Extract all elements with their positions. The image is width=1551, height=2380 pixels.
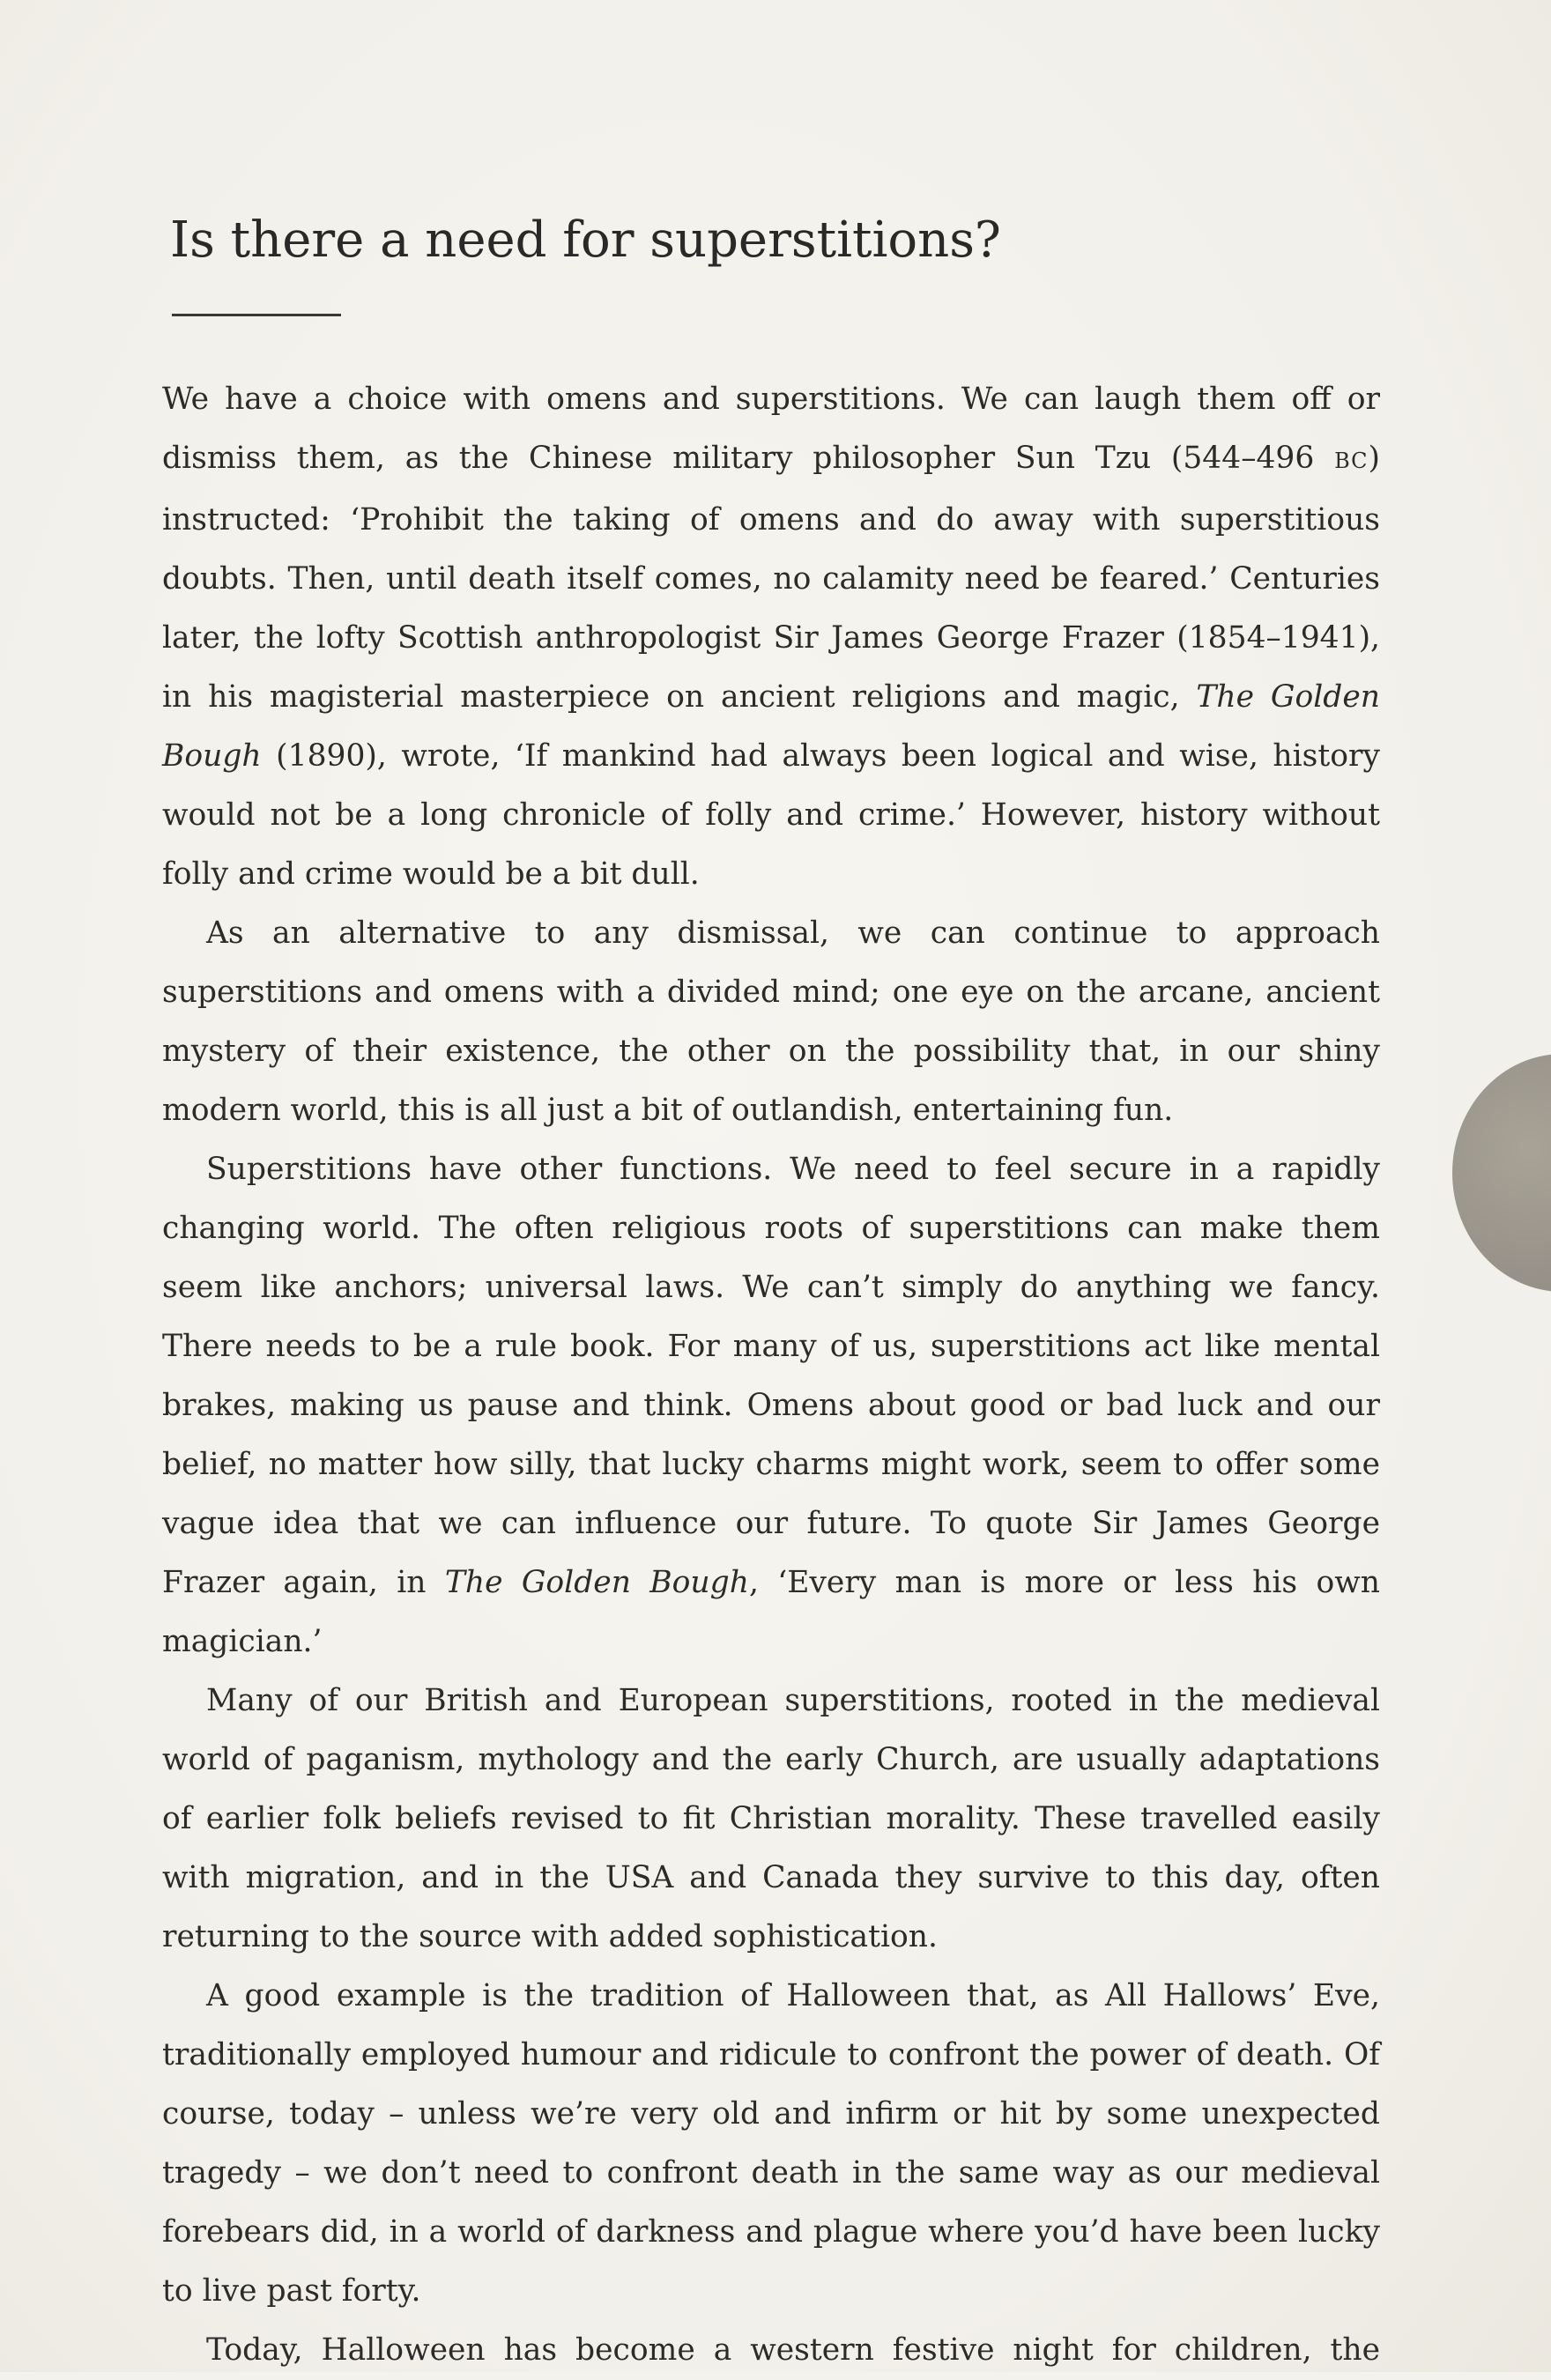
paragraph-1 xyxy=(162,370,1380,904)
paragraph-3 xyxy=(162,1140,1380,1672)
book-title: The Golden Bough xyxy=(162,679,1381,774)
paragraph-1-text-c: (1890), wrote, ‘If mankind had always been logical and wise, history would not be a long chronicle of folly and crime.’ However, history without folly and crime would be a bit dull. xyxy=(162,738,1380,892)
body-text xyxy=(162,370,1380,2380)
paragraph-3-text-b: , ‘Every man is more or less his own magician.’ xyxy=(162,1565,1380,1659)
paragraph-5: A good example is the tradition of Halloween that, as All Hallows’ Eve, traditionally employed humour and ridicule to confront the power of death. Of course, today – unless we’re very old and infirm or hit by some unexpected tragedy – we don’t need to confront death in the same way as our medieval forebears did, in a world of darkness and plague where you’d have been lucky to live past forty. xyxy=(162,1978,1380,2309)
paragraph-1-text-a: We have a choice with omens and superstitions. We can laugh them off or dismiss them, as the Chinese military philosopher Sun Tzu (544–496 xyxy=(162,382,1380,476)
era-abbreviation: BC xyxy=(1334,449,1369,473)
heading-rule xyxy=(172,314,341,316)
book-title: The Golden Bough xyxy=(444,1565,749,1600)
paragraph-4: Many of our British and European superstitions, rooted in the medieval world of paganism, mythology and the early Church, are usually adaptations of earlier folk beliefs revised to fit Christian morality. These travelled easily with migration, and in the USA and Canada they survive to this day, often returning to the source with added sophistication. xyxy=(162,1683,1380,1954)
paragraph-2: As an alternative to any dismissal, we can continue to approach superstitions and omens with a divided mind; one eye on the arcane, ancient mystery of their existence, the other on the possibility that, in our shiny modern world, this is all just a bit of outlandish, entertaining fun. xyxy=(162,916,1380,1128)
paragraph-3-text-a: Superstitions have other functions. We need to feel secure in a rapidly changing world. The often religious roots of superstitions can make them seem like anchors; universal laws. We can’t simply do anything we fancy. There needs to be a rule book. For many of us, superstitions act like mental brakes, making us pause and think. Omens about good or bad luck and our belief, no matter how silly, that lucky charms might work, seem to offer some vague idea that we can influence our future. To quote Sir James George Frazer again, in xyxy=(162,1152,1380,1600)
section-heading: Is there a need for superstitions? xyxy=(170,211,1001,269)
paragraph-1-text-b: ) instructed: ‘Prohibit the taking of omens and do away with superstitious doubts. Then, until death itself comes, no calamity need be feared.’ Centuries later, the lofty Scottish anthropologist Sir James George Frazer (1854–1941), in his magisterial masterpiece on ancient religions and magic, xyxy=(162,441,1380,715)
paragraph-6: Today, Halloween has become a western festive night for children, the xyxy=(206,2332,1380,2368)
thumb-index-tab xyxy=(1452,1054,1551,1292)
